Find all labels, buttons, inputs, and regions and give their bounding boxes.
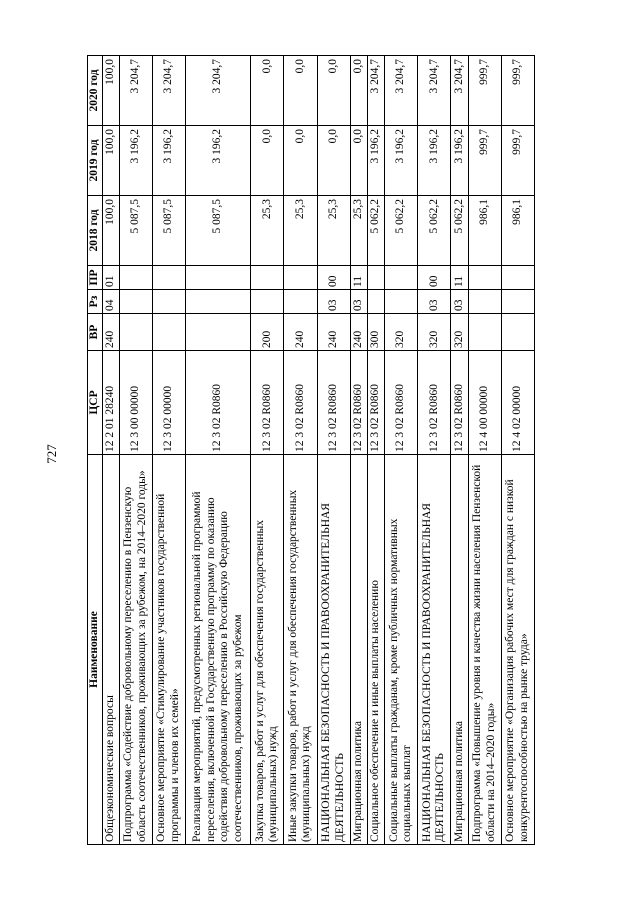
cell-csr: 12 3 00 00000 <box>119 351 152 455</box>
cell-csr: 12 3 02 R0860 <box>284 351 317 455</box>
cell-rz <box>186 290 251 314</box>
table-row <box>367 56 384 845</box>
cell-pr: 00 <box>418 266 451 290</box>
cell-pr: 00 <box>317 266 350 290</box>
cell-rz: 03 <box>418 290 451 314</box>
cell-2019: 3 196,2 <box>119 126 152 196</box>
table-row <box>152 56 185 845</box>
cell-2018: 5 062,2 <box>367 196 384 266</box>
cell-vr: 300 <box>367 314 384 351</box>
cell-name: Общеэкономические вопросы <box>102 455 119 845</box>
page-number: 727 <box>44 444 59 464</box>
header-vr: ВР <box>88 314 103 351</box>
cell-pr <box>119 266 152 290</box>
cell-2020: 100,0 <box>102 56 119 126</box>
budget-table <box>87 55 535 845</box>
cell-rz <box>152 290 185 314</box>
cell-rz: 03 <box>350 290 367 314</box>
cell-vr: 240 <box>284 314 317 351</box>
cell-2020: 0,0 <box>251 56 284 126</box>
cell-pr: 01 <box>102 266 119 290</box>
cell-vr: 320 <box>451 314 468 351</box>
cell-pr <box>468 266 501 290</box>
cell-vr: 240 <box>350 314 367 351</box>
table-row <box>350 56 367 845</box>
cell-2018: 5 087,5 <box>119 196 152 266</box>
cell-csr: 12 4 00 00000 <box>468 351 501 455</box>
cell-2019: 0,0 <box>317 126 350 196</box>
cell-name: Основное мероприятие «Стимулирование участников государственной программы и членов их семей» <box>152 455 185 845</box>
cell-2018: 5 062,2 <box>418 196 451 266</box>
cell-vr <box>152 314 185 351</box>
table-body <box>102 56 534 845</box>
cell-2018: 25,3 <box>317 196 350 266</box>
cell-2020: 3 204,7 <box>451 56 468 126</box>
header-name: Наименование <box>88 455 103 845</box>
cell-name: Закупка товаров, работ и услуг для обеспечения государственных (муниципальных) нужд <box>251 455 284 845</box>
cell-vr: 240 <box>317 314 350 351</box>
cell-name: Социальное обеспечение и иные выплаты населению <box>367 455 384 845</box>
cell-name: Реализация мероприятий, предусмотренных региональной программой переселения, включенной в Государственную программу по оказанию содействия добровольному переселению в Российскую Федерацию соотечественников, проживающих за рубежом <box>186 455 251 845</box>
cell-2018: 5 087,5 <box>152 196 185 266</box>
cell-csr: 12 3 02 R0860 <box>451 351 468 455</box>
cell-name: Подпрограмма «Содействие добровольному переселению в Пензенскую область соотечественников, проживающих за рубежом, на 2014–2020 годы» <box>119 455 152 845</box>
cell-csr: 12 3 02 R0860 <box>251 351 284 455</box>
cell-2018: 25,3 <box>251 196 284 266</box>
cell-2019: 3 196,2 <box>385 126 418 196</box>
header-rz: Рз <box>88 290 103 314</box>
table-row <box>119 56 152 845</box>
cell-2020: 999,7 <box>468 56 501 126</box>
cell-2020: 0,0 <box>284 56 317 126</box>
cell-vr: 320 <box>418 314 451 351</box>
table-row <box>317 56 350 845</box>
cell-2018: 986,1 <box>501 196 534 266</box>
cell-name: Социальные выплаты гражданам, кроме публичных нормативных социальных выплат <box>385 455 418 845</box>
cell-2019: 999,7 <box>501 126 534 196</box>
cell-rz: 03 <box>317 290 350 314</box>
table-row <box>501 56 534 845</box>
cell-rz: 04 <box>102 290 119 314</box>
cell-csr: 12 2 01 28240 <box>102 351 119 455</box>
cell-rz <box>284 290 317 314</box>
cell-2018: 5 062,2 <box>385 196 418 266</box>
cell-vr: 240 <box>102 314 119 351</box>
cell-rz <box>385 290 418 314</box>
cell-vr: 320 <box>385 314 418 351</box>
cell-2019: 3 196,2 <box>451 126 468 196</box>
cell-vr <box>468 314 501 351</box>
cell-vr <box>119 314 152 351</box>
cell-rz <box>501 290 534 314</box>
cell-csr: 12 3 02 R0860 <box>317 351 350 455</box>
table-row <box>451 56 468 845</box>
header-2018: 2018 год <box>88 196 103 266</box>
cell-2020: 3 204,7 <box>367 56 384 126</box>
cell-pr <box>284 266 317 290</box>
cell-pr <box>186 266 251 290</box>
cell-rz: 03 <box>451 290 468 314</box>
cell-2020: 0,0 <box>350 56 367 126</box>
cell-name: НАЦИОНАЛЬНАЯ БЕЗОПАСНОСТЬ И ПРАВООХРАНИТЕЛЬНАЯ ДЕЯТЕЛЬНОСТЬ <box>418 455 451 845</box>
cell-pr <box>385 266 418 290</box>
cell-vr <box>501 314 534 351</box>
cell-csr: 12 3 02 R0860 <box>418 351 451 455</box>
cell-2019: 0,0 <box>251 126 284 196</box>
header-csr: ЦСР <box>88 351 103 455</box>
cell-2018: 986,1 <box>468 196 501 266</box>
table-row <box>418 56 451 845</box>
cell-2019: 0,0 <box>284 126 317 196</box>
cell-name: Подпрограмма «Повышение уровня и качества жизни населения Пензенской области на 2014–2020 годы» <box>468 455 501 845</box>
cell-2020: 3 204,7 <box>119 56 152 126</box>
table-header-row <box>88 56 103 845</box>
cell-vr <box>186 314 251 351</box>
cell-2020: 3 204,7 <box>186 56 251 126</box>
cell-2019: 3 196,2 <box>367 126 384 196</box>
cell-csr: 12 3 02 R0860 <box>186 351 251 455</box>
cell-2019: 3 196,2 <box>152 126 185 196</box>
cell-csr: 12 4 02 00000 <box>501 351 534 455</box>
rotated-table-container <box>87 56 535 845</box>
cell-rz <box>251 290 284 314</box>
cell-2018: 100,0 <box>102 196 119 266</box>
cell-csr: 12 3 02 R0860 <box>350 351 367 455</box>
cell-2019: 999,7 <box>468 126 501 196</box>
cell-name: Миграционная политика <box>451 455 468 845</box>
cell-2020: 3 204,7 <box>418 56 451 126</box>
cell-2018: 25,3 <box>284 196 317 266</box>
header-2019: 2019 год <box>88 126 103 196</box>
cell-rz <box>468 290 501 314</box>
cell-name: Миграционная политика <box>350 455 367 845</box>
cell-pr <box>367 266 384 290</box>
cell-2020: 999,7 <box>501 56 534 126</box>
cell-vr: 200 <box>251 314 284 351</box>
cell-rz <box>119 290 152 314</box>
cell-2020: 3 204,7 <box>152 56 185 126</box>
cell-2020: 3 204,7 <box>385 56 418 126</box>
cell-pr <box>501 266 534 290</box>
cell-2019: 100,0 <box>102 126 119 196</box>
cell-csr: 12 3 02 R0860 <box>367 351 384 455</box>
cell-pr: 11 <box>350 266 367 290</box>
table-row <box>385 56 418 845</box>
cell-pr <box>152 266 185 290</box>
table-row <box>186 56 251 845</box>
cell-2019: 0,0 <box>350 126 367 196</box>
cell-2018: 25,3 <box>350 196 367 266</box>
table-row <box>468 56 501 845</box>
cell-csr: 12 3 02 00000 <box>152 351 185 455</box>
cell-name: НАЦИОНАЛЬНАЯ БЕЗОПАСНОСТЬ И ПРАВООХРАНИТЕЛЬНАЯ ДЕЯТЕЛЬНОСТЬ <box>317 455 350 845</box>
cell-pr <box>251 266 284 290</box>
cell-2019: 3 196,2 <box>186 126 251 196</box>
cell-2020: 0,0 <box>317 56 350 126</box>
cell-name: Иные закупки товаров, работ и услуг для обеспечения государственных (муниципальных) нужд <box>284 455 317 845</box>
cell-rz <box>367 290 384 314</box>
cell-2019: 3 196,2 <box>418 126 451 196</box>
header-pr: ПР <box>88 266 103 290</box>
cell-csr: 12 3 02 R0860 <box>385 351 418 455</box>
cell-pr: 11 <box>451 266 468 290</box>
header-2020: 2020 год <box>88 56 103 126</box>
table-row <box>102 56 119 845</box>
cell-2018: 5 062,2 <box>451 196 468 266</box>
cell-2018: 5 087,5 <box>186 196 251 266</box>
cell-name: Основное мероприятие «Организация рабочих мест для граждан с низкой конкурентоспособностью на рынке труда» <box>501 455 534 845</box>
table-row <box>251 56 284 845</box>
table-row <box>284 56 317 845</box>
